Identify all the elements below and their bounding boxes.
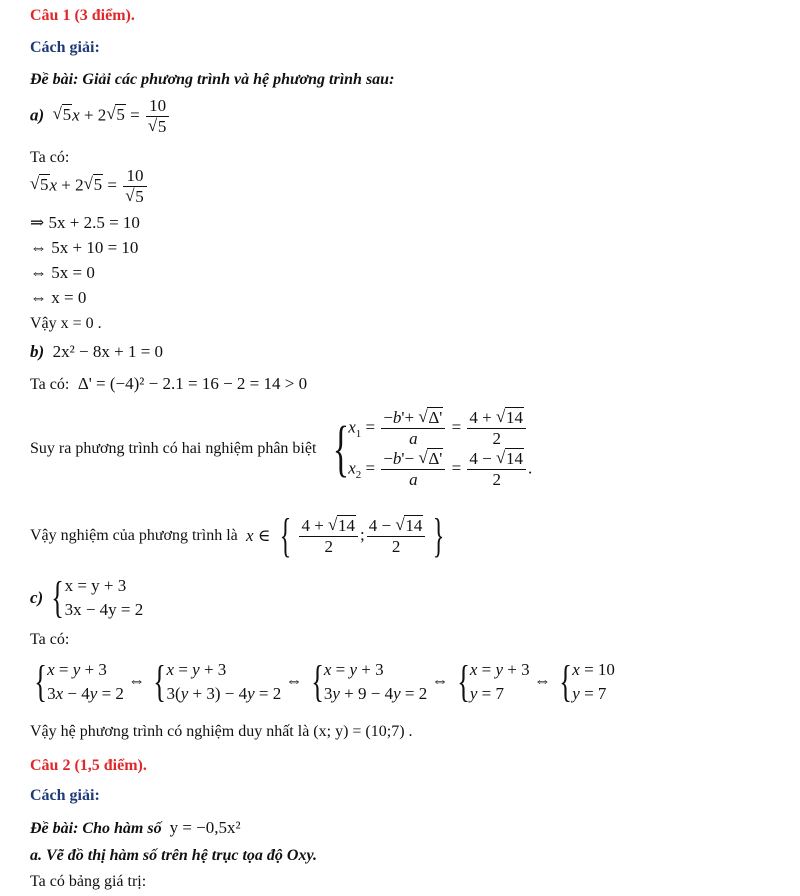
part-a-conclusion: Vậy x = 0 . bbox=[30, 315, 102, 332]
cau2-de-bai bbox=[30, 818, 241, 839]
cau2-bang-gia-tri: Ta có bảng giá trị: bbox=[30, 873, 147, 890]
part-b-ta-co: Ta có: bbox=[30, 376, 70, 393]
part-a-equation-repeat: √ 5x + 2√ 5 = 10 √ 5 bbox=[30, 166, 149, 207]
part-a-ta-co: Ta có: bbox=[30, 149, 70, 166]
cau2-part-a: a. Vẽ đồ thị hàm số trên hệ trục tọa độ Oxy. bbox=[30, 847, 317, 864]
cau2-cach-giai: Cách giải: bbox=[30, 787, 100, 804]
cau2-function: y = −0,5x² bbox=[169, 818, 241, 837]
part-b-suy-ra: Suy ra phương trình có hai nghiệm phân biệt bbox=[30, 440, 317, 457]
part-b-conclusion: Vậy nghiệm của phương trình là x ∈ { $\frac{4 + √ 14}{2}$ ; $\frac{4 - √ 14}{2}$ } bbox=[30, 512, 450, 560]
cau1-heading: Câu 1 (3 điểm). bbox=[30, 7, 135, 24]
part-c-system: c) { x = y + 3 3x − 4y = 2 bbox=[30, 573, 144, 622]
part-a-label: a) bbox=[30, 105, 45, 125]
part-c-eq1: x = y + 3 bbox=[64, 576, 127, 595]
part-b-conclusion-text: Vậy nghiệm của phương trình là bbox=[30, 527, 238, 544]
part-c-conclusion: Vậy hệ phương trình có nghiệm duy nhất là (x; y) = (10;7) . bbox=[30, 723, 413, 740]
part-c-ta-co: Ta có: bbox=[30, 631, 70, 648]
cau1-de-bai: Đề bài: Giải các phương trình và hệ phương trình sau: bbox=[30, 71, 395, 88]
part-a-step-2: ⇔ 5x + 10 = 10 bbox=[30, 238, 139, 257]
part-b-equation: 2x² − 8x + 1 = 0 bbox=[52, 342, 164, 361]
cau2-de-bai-text: Đề bài: Cho hàm số bbox=[30, 820, 162, 837]
cau2-heading: Câu 2 (1,5 điểm). bbox=[30, 757, 147, 774]
part-a-step-1: ⇒ 5x + 2.5 = 10 bbox=[30, 213, 140, 232]
part-c-eq2: 3x − 4y = 2 bbox=[64, 600, 144, 619]
part-a-step-4: ⇔ x = 0 bbox=[30, 288, 87, 307]
part-c-solution-chain: { x = y + 3 3x − 4y = 2 ⇔ { x = y + 3 3(y + 3) − 4y = 2 ⇔ { x = y + 3 3y + 9 − 4y = 2 ⇔ { x = y + 3 y = 7 ⇔ { x = 10 y = 7 bbox=[34, 657, 615, 706]
part-b-roots-system: { $x_1$ = $\frac{-b'+ √ \Delta'}{a}$ = $\frac{4 + √ 14}{2}$ $x_2$ = $\frac{-b'- √ \Delta'}{a}$ = $\frac{4 - √ 14}{2}$ . bbox=[326, 408, 532, 490]
part-b-delta: Δ' = (−4)² − 2.1 = 16 − 2 = 14 > 0 bbox=[77, 374, 308, 393]
part-a-step-3: ⇔ 5x = 0 bbox=[30, 263, 95, 282]
part-b-label: b) bbox=[30, 342, 45, 361]
part-b-delta-line bbox=[30, 374, 307, 395]
part-b-equation-line bbox=[30, 342, 163, 362]
part-a-equation: a) √ 5x + 2√ 5 = 10 √ 5 bbox=[30, 96, 171, 137]
cau1-cach-giai: Cách giải: bbox=[30, 39, 100, 56]
part-b-roots bbox=[30, 408, 532, 490]
part-c-label: c) bbox=[30, 588, 44, 607]
